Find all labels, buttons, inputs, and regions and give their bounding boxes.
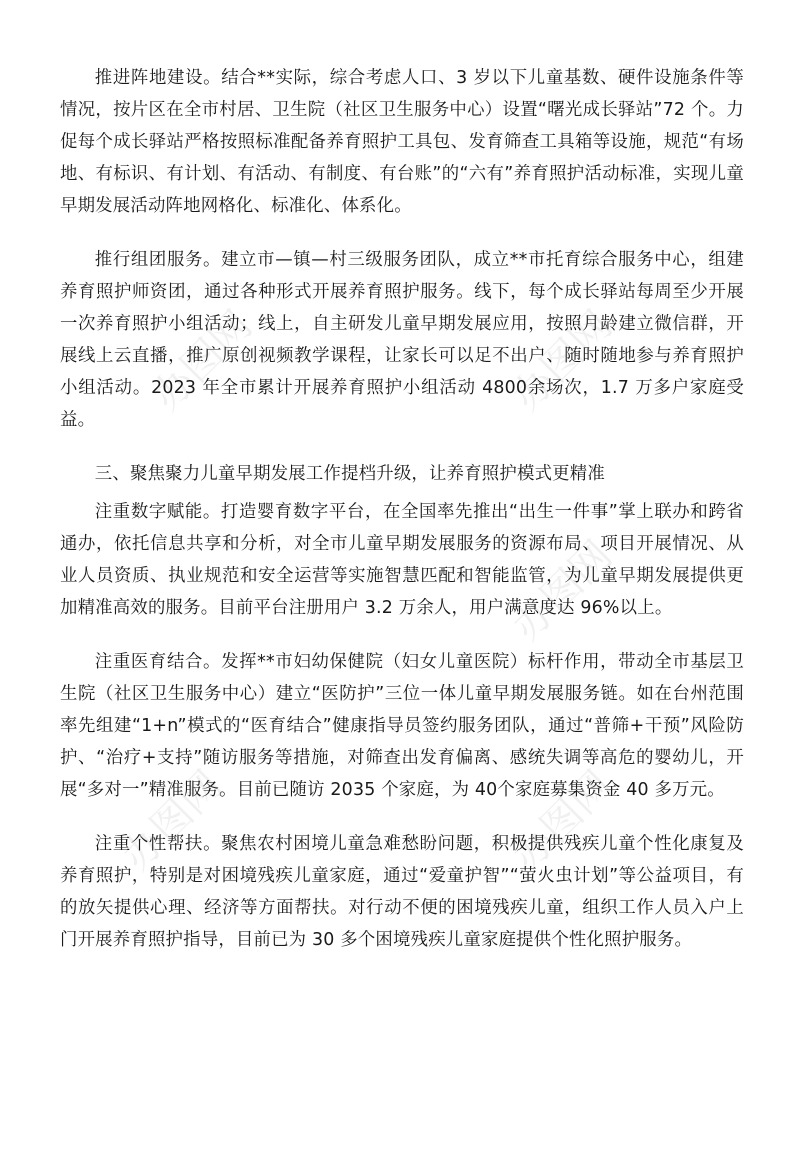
paragraph-medical-integration: 注重医育结合。发挥**市妇幼保健院（妇女儿童医院）标杆作用，带动全市基层卫生院（社区卫生服务中心）建立“医防护”三位一体儿童早期发展服务链。如在台州范围率先组建“1+n”模式的“医育结合”健康指导员签约服务团队，通过“普筛+干预”风险防护、“治疗+支持”随访服务等措施，对筛查出发育偏离、感统失调等高危的婴幼儿，开展“多对一”精准服务。目前已随访 2035 个家庭，为 40个家庭募集资金 40 多万元。 xyxy=(60,652,744,800)
paragraph-personalized-assistance: 注重个性帮扶。聚焦农村困境儿童急难愁盼问题，积极提供残疾儿童个性化康复及养育照护，特别是对困境残疾儿童家庭，通过“爱童护智”“萤火虫计划”等公益项目，有的放矢提供心理、经济等方面帮扶。对行动不便的困境残疾儿童，组织工作人员入户上门开展养育照护指导，目前已为 30 多个困境残疾儿童家庭提供个性化照护服务。 xyxy=(60,834,744,950)
watermark: 办图网 xyxy=(113,762,232,880)
section-heading-three: 三、聚焦聚力儿童早期发展工作提档升级，让养育照护模式更精准 xyxy=(94,464,605,484)
watermark: 办图网 xyxy=(503,532,622,650)
paragraph-base-construction: 推进阵地建设。结合**实际，综合考虑人口、3 岁以下儿童基数、硬件设施条件等情况，按片区在全市村居、卫生院（社区卫生服务中心）设置“曙光成长驿站”72 个。力促每个成长驿站严格按照标准配备养育照护工具包、发育筛查工具箱等设施，规范“有场地、有标识、有计划、有活动、有制度、有台账”的“六有”养育照护活动标准，实现儿童早期发展活动阵地网格化、标准化、体系化。 xyxy=(60,68,744,216)
paragraph-team-service: 推行组团服务。建立市—镇—村三级服务团队，成立**市托育综合服务中心，组建养育照护师资团，通过各种形式开展养育照护服务。线下，每个成长驿站每周至少开展一次养育照护小组活动；线上，自主研发儿童早期发展应用，按照月龄建立微信群，开展线上云直播，推广原创视频教学课程，让家长可以足不出户、随时随地参与养育照护小组活动。2023 年全市累计开展养育照护小组活动 4800余场次，1.7 万多户家庭受益。 xyxy=(60,250,744,430)
paragraph-digital-empowerment: 注重数字赋能。打造婴育数字平台，在全国率先推出“出生一件事”掌上联办和跨省通办，依托信息共享和分析，对全市儿童早期发展服务的资源布局、项目开展情况、从业人员资质、执业规范和安全运营等实施智慧匹配和智能监管，为儿童早期发展提供更加精准高效的服务。目前平台注册用户 3.2 万余人，用户满意度达 96%以上。 xyxy=(60,502,744,618)
watermark: 办图网 xyxy=(503,302,622,420)
document-body xyxy=(60,62,744,978)
watermark: 办图网 xyxy=(503,762,622,880)
watermark: 办图网 xyxy=(143,302,262,420)
